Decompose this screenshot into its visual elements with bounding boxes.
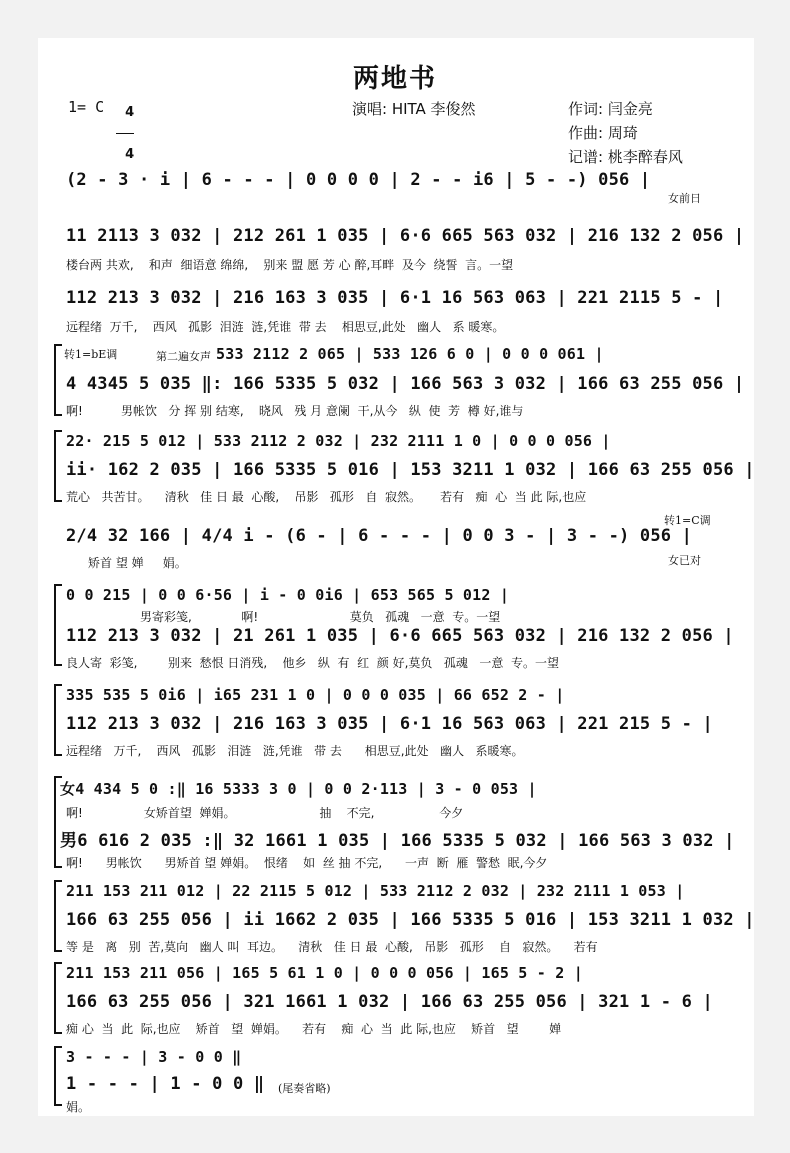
score-line-9-lower: 男6 616 2 035 :‖ 32 1661 1 035 | 166 5335 5 032 | 166 563 3 032 | xyxy=(60,831,735,851)
lyric-line-11: 痴 心 当 此 际,也应 矫首 望 婵娟。 若有 痴 心 当 此 际,也应 矫首 望 婵 xyxy=(66,1022,562,1036)
score-line-8-lower: 112 213 3 032 | 216 163 3 035 | 6·1 16 563 063 | 221 215 5 - | xyxy=(66,714,713,734)
lyric-line-12: 娟。 xyxy=(66,1100,91,1114)
lyric-line-3: 远程绪 万千, 西风 孤影 泪涟 涟,凭谁 带 去 相思豆,此处 幽人 系 暖寒。 xyxy=(66,320,505,334)
lyric-line-6: 矫首 望 婵 娟。 xyxy=(88,556,187,570)
outro-omitted-note: (尾奏省略) xyxy=(278,1082,331,1095)
transcriber-credit: 记谱: 桃李醉春风 xyxy=(568,148,683,166)
score-line-3: 112 213 3 032 | 216 163 3 035 | 6·1 16 563 063 | 221 2115 5 - | xyxy=(66,288,724,308)
score-note-1: 女前日 xyxy=(668,192,701,205)
score-line-8-upper: 335 535 5 0i6 | i65 231 1 0 | 0 0 0 035 | 66 652 2 - | xyxy=(66,686,565,704)
lyric-line-7-lower: 良人寄 彩笺, 别来 愁恨 日消残, 他乡 纵 有 红 颜 好,莫负 孤魂 一意 专。一望 xyxy=(66,656,559,670)
lyric-line-7-upper: 男寄彩笺, 啊! 莫负 孤魂 一意 专。一望 xyxy=(140,610,501,624)
lyric-line-10: 等 是 离 别 苦,莫向 幽人 叫 耳边。 清秋 佳 日 最 心酸, 吊影 孤形 自 寂然。 若有 xyxy=(66,940,598,954)
score-line-4-upper: 533 2112 2 065 | 533 126 6 0 | 0 0 0 061 | xyxy=(216,345,604,363)
score-line-4-lower: 4 4345 5 035 ‖: 166 5335 5 032 | 166 563 3 032 | 166 63 255 056 | xyxy=(66,374,745,394)
score-line-7-lower: 112 213 3 032 | 21 261 1 035 | 6·6 665 563 032 | 216 132 2 056 | xyxy=(66,626,734,646)
key-signature: 1= C xyxy=(68,98,105,116)
score-line-12-upper: 3 - - - | 3 - 0 0 ‖ xyxy=(66,1048,242,1066)
lyric-line-2: 楼台两 共欢, 和声 细语意 绵绵, 别来 盟 愿 芳 心 醉,耳畔 及今 绕誓 言。一望 xyxy=(66,258,514,272)
lyric-line-9-upper: 啊! 女矫首望 婵娟。 抽 不完, 今夕 xyxy=(66,806,464,820)
system-brace-4 xyxy=(54,344,62,416)
song-title: 两地书 xyxy=(352,64,437,94)
score-line-2: 11 2113 3 032 | 212 261 1 035 | 6·6 665 563 032 | 216 132 2 056 | xyxy=(66,226,745,246)
system-brace-8 xyxy=(54,684,62,756)
score-line-5-lower: ii· 162 2 035 | 166 5335 5 016 | 153 3211 1 032 | 166 63 255 056 | xyxy=(66,460,755,480)
key-change-bE: 转1=bE调 xyxy=(64,348,118,361)
score-note-6: 女已对 xyxy=(668,554,701,567)
system-brace-10 xyxy=(54,880,62,952)
second-time-note: 第二遍女声 xyxy=(156,350,211,363)
score-line-5-upper: 22· 215 5 012 | 533 2112 2 032 | 232 2111 1 0 | 0 0 0 056 | xyxy=(66,432,611,450)
system-brace-11 xyxy=(54,962,62,1034)
system-brace-5 xyxy=(54,430,62,502)
score-line-7-upper: 0 0 215 | 0 0 6·56 | i - 0 0i6 | 653 565 5 012 | xyxy=(66,586,510,604)
lyric-line-8: 远程绪 万千, 西风 孤影 泪涟 涟,凭谁 带 去 相思豆,此处 幽人 系暖寒。 xyxy=(66,744,524,758)
score-line-6: 2/4 32 166 | 4/4 i - (6 - | 6 - - - | 0 0 3 - | 3 - -) 056 | xyxy=(66,526,693,546)
lyric-line-9-lower: 啊! 男帐饮 男矫首 望 婵娟。 恨绪 如 丝 抽 不完, 一声 断 雁 警愁 眠,今夕 xyxy=(66,856,548,870)
system-brace-7 xyxy=(54,584,62,666)
singer-credit: 演唱: HITA 李俊然 xyxy=(352,100,476,118)
lyric-line-4: 啊! 男帐饮 分 挥 别 结寒, 晓风 残 月 意阑 干,从今 纵 使 芳 樽 好,谁与 xyxy=(66,404,524,418)
score-line-11-lower: 166 63 255 056 | 321 1661 1 032 | 166 63 255 056 | 321 1 - 6 | xyxy=(66,992,713,1012)
time-top: 4 xyxy=(125,105,135,120)
score-line-1: (2 - 3 · i | 6 - - - | 0 0 0 0 | 2 - - i6 | 5 - -) 056 | xyxy=(66,170,651,190)
score-line-12-lower: 1 - - - | 1 - 0 0 ‖ xyxy=(66,1074,265,1094)
score-line-10-upper: 211 153 211 012 | 22 2115 5 012 | 533 2112 2 032 | 232 2111 1 053 | xyxy=(66,882,685,900)
lyricist-credit: 作词: 闫金亮 xyxy=(568,100,653,118)
composer-credit: 作曲: 周琦 xyxy=(568,124,638,142)
key-change-C: 转1=C调 xyxy=(664,514,711,527)
score-line-11-upper: 211 153 211 056 | 165 5 61 1 0 | 0 0 0 056 | 165 5 - 2 | xyxy=(66,964,583,982)
system-brace-12 xyxy=(54,1046,62,1106)
score-line-10-lower: 166 63 255 056 | ii 1662 2 035 | 166 5335 5 016 | 153 3211 1 032 | xyxy=(66,910,755,930)
time-bottom: 4 xyxy=(125,147,135,162)
lyric-line-5: 荒心 共苦甘。 清秋 佳 日 最 心酸, 吊影 孤形 自 寂然。 若有 痴 心 当 此 际,也应 xyxy=(66,490,587,504)
time-signature xyxy=(116,93,134,161)
score-line-9-upper: 女4 434 5 0 :‖ 16 5333 3 0 | 0 0 2·113 | 3 - 0 053 | xyxy=(60,780,537,798)
